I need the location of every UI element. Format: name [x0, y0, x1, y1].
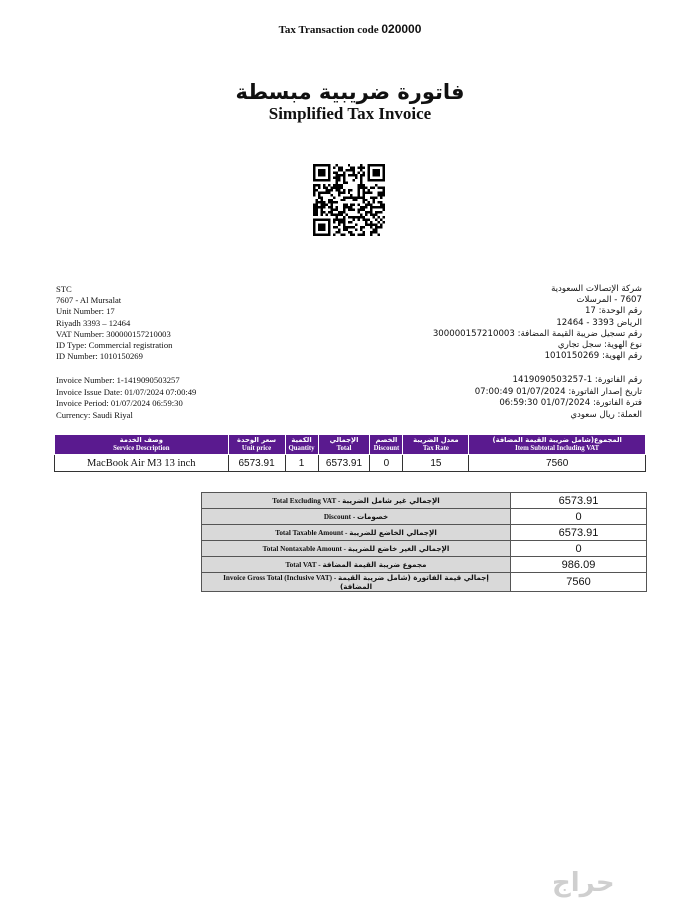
seller-line: VAT Number: 300000157210003 — [56, 328, 171, 339]
col-header-total: الإجمالي Total — [318, 435, 370, 455]
total-value: 0 — [511, 541, 647, 557]
total-row: Invoice Gross Total (Inclusive VAT) - إجمالي قيمة الفاتورة (شامل ضريبة القيمة المضافة) 7560 — [202, 573, 647, 592]
seller-line-ar: شركة الإتصالات السعودية — [551, 284, 642, 294]
col-header-quantity: الكمية Quantity — [285, 435, 318, 455]
cell-total: 6573.91 — [318, 455, 370, 472]
total-label-en: Total VAT — [285, 561, 317, 569]
total-label-ar: الإجمالي الغير خاضع للضريبة — [347, 544, 450, 553]
invoice-line: Invoice Issue Date: 01/07/2024 07:00:49 — [56, 386, 197, 397]
total-row: Total Excluding VAT - الإجمالي غير شامل الضريبة 6573.91 — [202, 493, 647, 509]
total-label-ar: مجموع ضريبة القيمة المضافة — [322, 560, 427, 569]
seller-line: ID Number: 1010150269 — [56, 351, 143, 362]
title-arabic: فاتورة ضريبية مبسطة — [235, 80, 465, 104]
items-header-row — [55, 435, 646, 455]
col-header-unit-price: سعر الوحدة Unit price — [228, 435, 285, 455]
seller-line-ar: رقم الوحدة: 17 — [584, 306, 642, 317]
invoice-line: Invoice Number: 1-1419090503257 — [56, 375, 180, 385]
total-row: Discount - خصومات 0 — [202, 509, 647, 525]
col-header-description: وصف الخدمة Service Description — [55, 435, 229, 455]
invoice-line-ar: رقم الفاتورة: 1-1419090503257 — [512, 375, 642, 385]
invoice-info-arabic — [475, 375, 642, 421]
cell-description: MacBook Air M3 13 inch — [55, 455, 229, 472]
seller-line: 7607 - Al Mursalat — [56, 295, 122, 306]
total-label-en: Total Nontaxable Amount — [262, 545, 342, 553]
seller-line-ar: 7607 - المرسلات — [576, 295, 642, 306]
seller-line: Riyadh 3393 – 12464 — [56, 317, 131, 328]
invoice-info-english — [56, 375, 196, 421]
cell-subtotal: 7560 — [469, 455, 646, 472]
col-header-discount: الخصم Discount — [370, 435, 403, 455]
invoice-line-ar: فترة الفاتورة: 01/07/2024 06:59:30 — [499, 398, 642, 409]
seller-line: STC — [56, 284, 72, 294]
total-value: 6573.91 — [511, 493, 647, 509]
total-label-ar: الإجمالي غير شامل الضريبة — [342, 496, 440, 505]
total-label-ar: الإجمالي الخاضع للضريبة — [349, 528, 437, 537]
total-label-en: Discount — [323, 513, 352, 521]
invoice-line-ar: تاريخ إصدار الفاتورة: 01/07/2024 07:00:49 — [474, 386, 642, 397]
cell-tax-rate: 15 — [403, 455, 469, 472]
totals-table — [201, 492, 647, 592]
haraj-watermark: حراج — [552, 868, 615, 898]
title-english: Simplified Tax Invoice — [268, 104, 432, 123]
cell-discount: 0 — [370, 455, 403, 472]
invoice-line: Currency: Saudi Riyal — [56, 409, 133, 420]
seller-line: ID Type: Commercial registration — [56, 340, 173, 351]
seller-line-ar: نوع الهوية: سجل تجاري — [557, 340, 642, 351]
cell-unit-price: 6573.91 — [228, 455, 285, 472]
total-label-ar: إجمالي قيمة الفاتورة (شامل ضريبة القيمة المضافة) — [338, 573, 489, 591]
col-header-tax-rate: معدل الضريبة Tax Rate — [403, 435, 469, 455]
invoice-line: Invoice Period: 01/07/2024 06:59:30 — [56, 398, 183, 409]
items-table — [54, 434, 646, 472]
tax-transaction-code: Tax Transaction code 020000 — [278, 22, 422, 36]
invoice-line-ar: العملة: ريال سعودي — [570, 409, 642, 420]
seller-info-arabic — [433, 284, 642, 362]
total-label-en: Invoice Gross Total (Inclusive VAT) — [223, 574, 333, 582]
total-value: 7560 — [511, 573, 647, 592]
seller-line-ar: رقم تسجيل ضريبة القيمة المضافة: 300000157210003 — [432, 328, 642, 339]
total-label-en: Total Taxable Amount — [275, 529, 344, 537]
col-header-subtotal: المجموع(شامل ضريبة القيمة المضافة) Item Subtotal Including VAT — [469, 435, 646, 455]
seller-line-ar: الرياض 3393 - 12464 — [556, 317, 642, 328]
total-label-ar: خصومات — [357, 512, 389, 521]
total-label-en: Total Excluding VAT — [272, 497, 337, 505]
total-value: 986.09 — [511, 557, 647, 573]
total-value: 0 — [511, 509, 647, 525]
total-row: Total Nontaxable Amount - الإجمالي الغير خاضع للضريبة 0 — [202, 541, 647, 557]
seller-info-english — [56, 284, 172, 362]
total-row: Total Taxable Amount - الإجمالي الخاضع للضريبة 6573.91 — [202, 525, 647, 541]
qr-code — [313, 164, 385, 236]
total-row: Total VAT - مجموع ضريبة القيمة المضافة 986.09 — [202, 557, 647, 573]
seller-line-ar: رقم الهوية: 1010150269 — [544, 351, 642, 362]
cell-quantity: 1 — [285, 455, 318, 472]
seller-line: Unit Number: 17 — [56, 306, 115, 317]
table-row — [55, 455, 646, 472]
total-value: 6573.91 — [511, 525, 647, 541]
